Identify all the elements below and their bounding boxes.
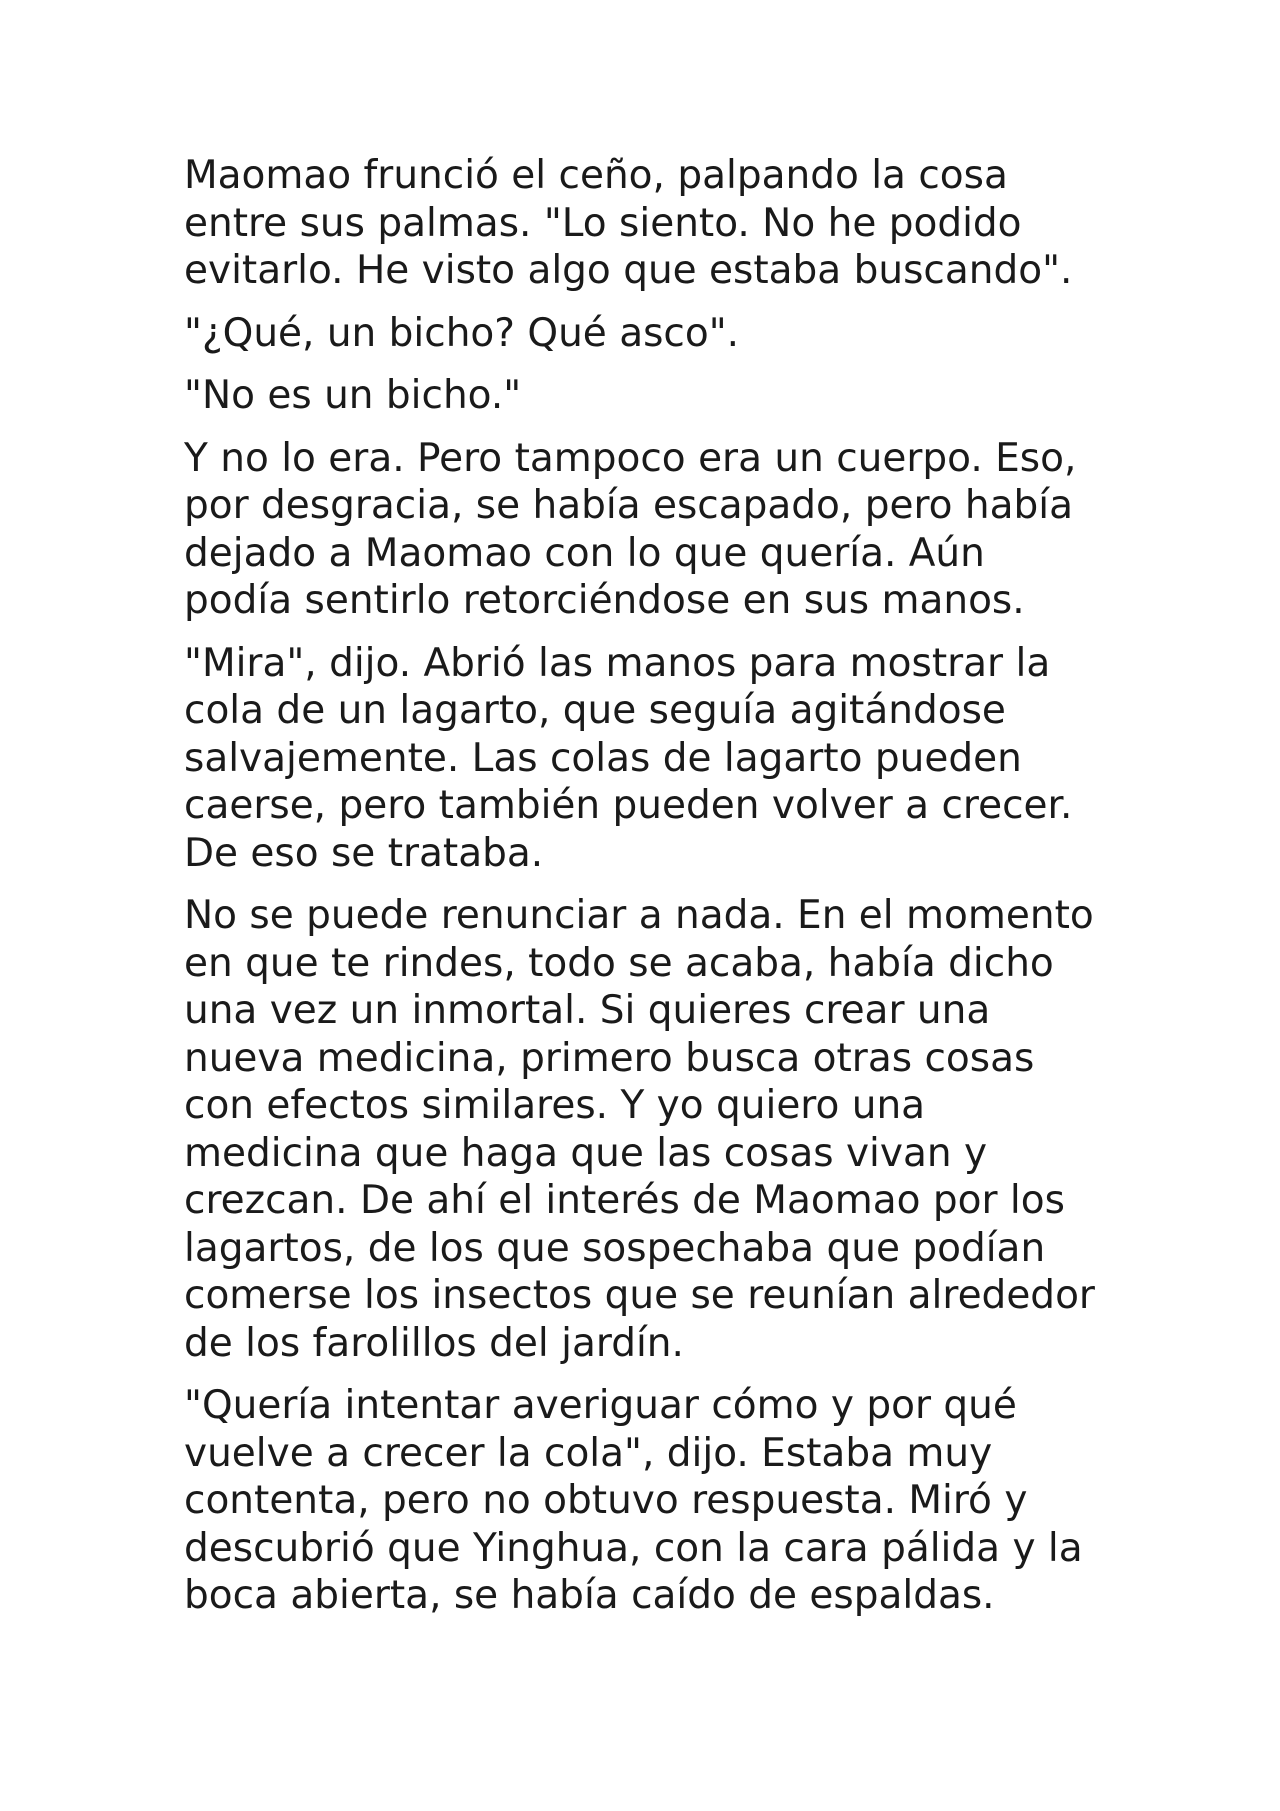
text-line: boca abierta, se había caído de espaldas.: [184, 1573, 995, 1618]
text-line: una vez un inmortal. Si quieres crear una: [184, 988, 991, 1033]
text-line: contenta, pero no obtuvo respuesta. Miró y: [184, 1478, 1028, 1523]
text-line: comerse los insectos que se reunían alrededor: [184, 1273, 1095, 1318]
body-text: [184, 152, 1124, 1635]
text-line: Maomao frunció el ceño, palpando la cosa: [184, 153, 1008, 198]
text-line: nueva medicina, primero busca otras cosas: [184, 1035, 1035, 1081]
text-line: con efectos similares. Y yo quiero una: [184, 1083, 926, 1128]
text-line: evitarlo. He visto algo que estaba buscando".: [184, 248, 1073, 293]
paragraph: [184, 1382, 1124, 1620]
text-line: "Quería intentar averiguar cómo y por qué: [184, 1383, 1017, 1428]
text-line: vuelve a crecer la cola", dijo. Estaba muy: [184, 1430, 993, 1476]
text-line: No se puede renunciar a nada. En el momento: [184, 893, 1094, 938]
text-line: en que te rindes, todo se acaba, había dicho: [184, 940, 1054, 986]
paragraph: [184, 892, 1124, 1367]
text-line: de los farolillos del jardín.: [184, 1320, 684, 1366]
text-line: por desgracia, se había escapado, pero había: [184, 483, 1074, 528]
text-line: De eso se trataba.: [184, 830, 544, 876]
text-line: "No es un bicho.": [184, 373, 522, 418]
text-line: "Mira", dijo. Abrió las manos para mostrar la: [184, 640, 1051, 686]
text-line: lagartos, de los que sospechaba que podían: [184, 1225, 1046, 1271]
text-line: "¿Qué, un bicho? Qué asco".: [184, 310, 740, 356]
paragraph: [184, 435, 1124, 625]
text-line: entre sus palmas. "Lo siento. No he podido: [184, 200, 1022, 246]
text-line: salvajemente. Las colas de lagarto pueden: [184, 735, 1022, 781]
paragraph: [184, 372, 1124, 420]
text-line: descubrió que Yinghua, con la cara pálida y la: [184, 1525, 1083, 1571]
paragraph: [184, 152, 1124, 295]
text-line: podía sentirlo retorciéndose en sus manos.: [184, 578, 1025, 623]
text-line: Y no lo era. Pero tampoco era un cuerpo. Eso,: [184, 435, 1077, 481]
paragraph: [184, 640, 1124, 878]
text-line: medicina que haga que las cosas vivan y: [184, 1130, 988, 1176]
paragraph: [184, 310, 1124, 358]
text-line: caerse, pero también pueden volver a crecer.: [184, 783, 1073, 828]
text-line: cola de un lagarto, que seguía agitándose: [184, 688, 1006, 733]
text-line: crezcan. De ahí el interés de Maomao por los: [184, 1178, 1065, 1223]
text-line: dejado a Maomao con lo que quería. Aún: [184, 530, 985, 576]
